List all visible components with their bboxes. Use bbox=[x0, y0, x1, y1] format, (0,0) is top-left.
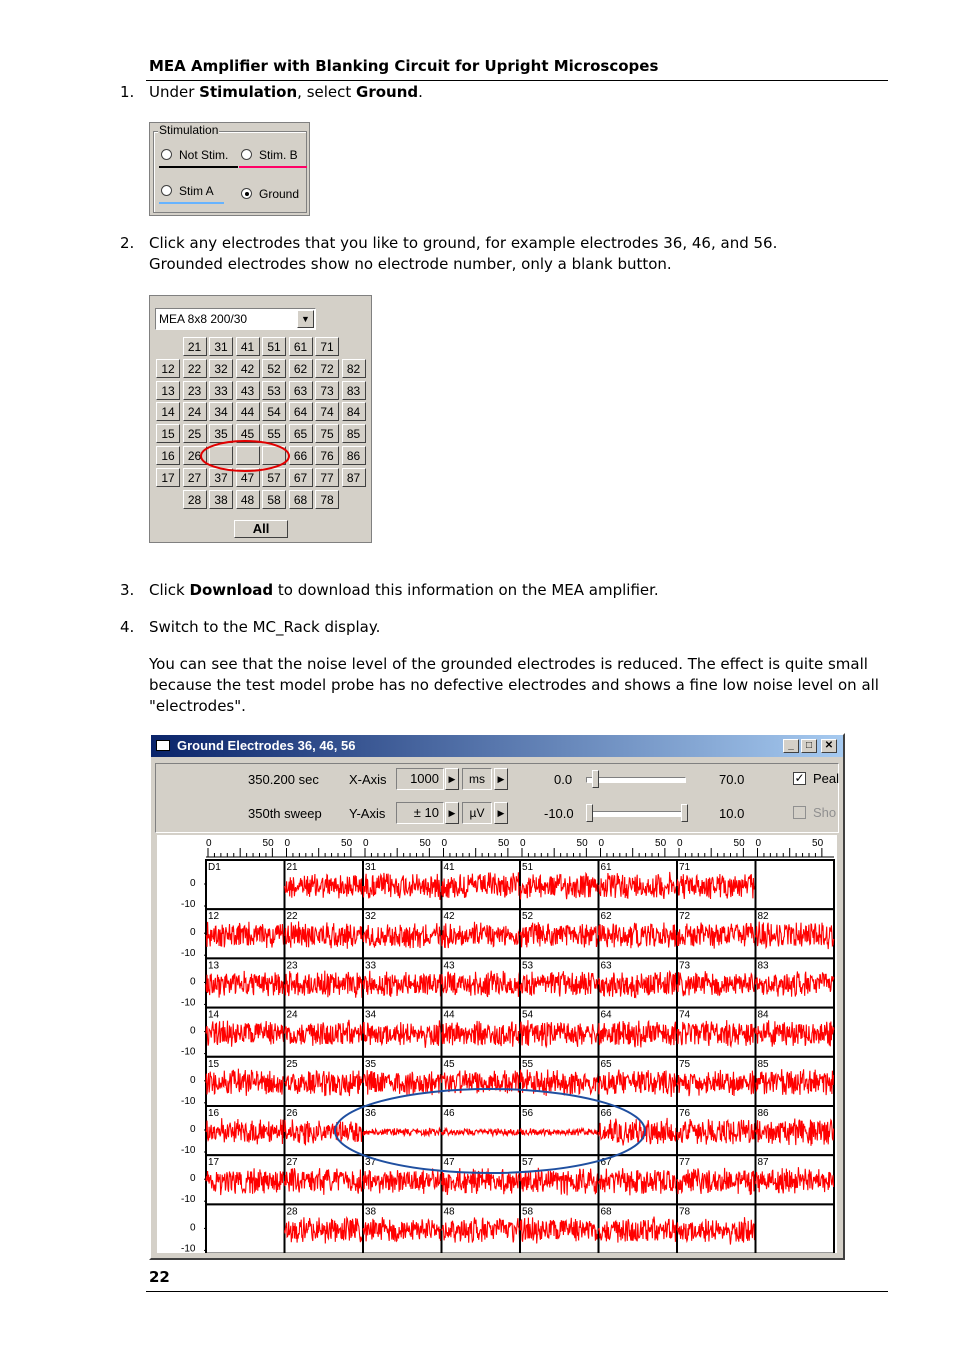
x-tick-label: 50 bbox=[812, 838, 824, 849]
y-tick-label: -10 bbox=[181, 1243, 196, 1253]
electrode-label: 21 bbox=[286, 862, 298, 873]
electrode-label: 17 bbox=[208, 1157, 220, 1169]
y-tick-label: 0 bbox=[190, 1222, 196, 1234]
electrode-label: 85 bbox=[757, 1058, 769, 1070]
electrode-label: 83 bbox=[757, 960, 769, 972]
sweep-readout: 350th sweep bbox=[248, 806, 322, 821]
electrode-label: 77 bbox=[679, 1157, 691, 1169]
electrode-button[interactable]: 61 bbox=[289, 337, 313, 356]
electrode-label: 55 bbox=[522, 1058, 534, 1070]
electrode-button[interactable]: 44 bbox=[236, 402, 260, 421]
window-title: Ground Electrodes 36, 46, 56 bbox=[177, 738, 356, 753]
step-2-line-1: Click any electrodes that you like to ground, for example electrodes 36, 46, and 56. bbox=[149, 234, 778, 252]
x-tick-label: 0 bbox=[441, 838, 448, 849]
y-tick-label: 0 bbox=[190, 976, 196, 988]
electrode-label: 82 bbox=[757, 911, 769, 923]
x-axis-ticks bbox=[599, 848, 678, 857]
y-range-slider-thumb-min[interactable] bbox=[586, 804, 593, 822]
electrode-button[interactable]: 47 bbox=[236, 468, 260, 487]
electrode-label: 44 bbox=[443, 1009, 455, 1021]
y-tick-label: -10 bbox=[181, 1194, 196, 1206]
step-1-pre: Under bbox=[149, 83, 200, 101]
step-1-bold-stimulation: Stimulation bbox=[199, 83, 298, 101]
electrode-button[interactable]: 84 bbox=[342, 402, 366, 421]
electrode-label: 46 bbox=[443, 1108, 455, 1119]
x-axis-unit-field[interactable]: ms bbox=[462, 768, 492, 790]
window-icon bbox=[156, 740, 170, 751]
slider-2-min: -10.0 bbox=[544, 806, 574, 821]
y-axis-value-arrow-icon[interactable]: ▶ bbox=[445, 802, 459, 824]
electrode-button[interactable]: 31 bbox=[209, 337, 233, 356]
electrode-label: 33 bbox=[365, 960, 377, 972]
display-controls bbox=[155, 763, 839, 833]
electrode-channel[interactable] bbox=[206, 1204, 285, 1253]
show-checkbox-label: Sho bbox=[813, 805, 837, 820]
electrode-label: 14 bbox=[208, 1009, 220, 1021]
step-2-number: 2. bbox=[120, 234, 135, 252]
page-number: 22 bbox=[149, 1268, 170, 1286]
y-tick-label: 0 bbox=[190, 878, 196, 889]
y-tick-label: 0 bbox=[190, 1074, 196, 1086]
x-offset-slider-track[interactable] bbox=[586, 777, 686, 783]
electrode-button[interactable]: 75 bbox=[315, 424, 339, 443]
electrode-button[interactable]: 24 bbox=[183, 402, 207, 421]
x-tick-label: 50 bbox=[341, 838, 353, 849]
radio-not-stim[interactable] bbox=[161, 149, 172, 160]
electrode-label: 12 bbox=[208, 911, 220, 923]
peak-checkbox[interactable]: ✓ bbox=[794, 771, 805, 785]
mea-layout-panel bbox=[149, 295, 372, 543]
x-axis-unit-arrow-icon[interactable]: ▶ bbox=[494, 768, 508, 790]
electrode-button[interactable]: 85 bbox=[342, 424, 366, 443]
electrode-label: 67 bbox=[600, 1157, 612, 1169]
electrode-label: 45 bbox=[443, 1058, 455, 1070]
minimize-icon[interactable]: _ bbox=[783, 739, 799, 753]
step-3-post: to download this information on the MEA amplifier. bbox=[273, 581, 659, 599]
electrode-label: 38 bbox=[365, 1206, 377, 1218]
slider-1-min: 0.0 bbox=[554, 772, 573, 787]
x-tick-label: 50 bbox=[262, 838, 274, 849]
electrode-label: 27 bbox=[286, 1157, 298, 1169]
electrode-label: 35 bbox=[365, 1058, 377, 1070]
not-stim-underline bbox=[159, 166, 238, 168]
electrode-label: 54 bbox=[522, 1009, 534, 1021]
step-4-number: 4. bbox=[120, 618, 135, 636]
electrode-button[interactable]: 43 bbox=[236, 381, 260, 400]
y-tick-label: -10 bbox=[181, 1046, 196, 1058]
electrode-label: 13 bbox=[208, 960, 220, 972]
electrode-label: 87 bbox=[757, 1157, 769, 1169]
electrode-label: 76 bbox=[679, 1108, 691, 1119]
x-tick-label: 0 bbox=[284, 838, 291, 849]
mea-type-dropdown-value: MEA 8x8 200/30 bbox=[159, 312, 248, 326]
step-4-para-3: "electrodes". bbox=[149, 697, 246, 715]
x-offset-slider-thumb[interactable] bbox=[592, 770, 599, 788]
step-1-number: 1. bbox=[120, 83, 135, 101]
step-3-number: 3. bbox=[120, 581, 135, 599]
step-1-bold-ground: Ground bbox=[356, 83, 419, 101]
electrode-button[interactable]: 51 bbox=[262, 337, 286, 356]
electrode-label: 74 bbox=[679, 1009, 691, 1021]
electrode-button[interactable]: 16 bbox=[156, 446, 180, 465]
electrode-button[interactable]: 87 bbox=[342, 468, 366, 487]
x-axis-ticks bbox=[520, 848, 599, 857]
document-header-title: MEA Amplifier with Blanking Circuit for Upright Microscopes bbox=[149, 57, 659, 75]
y-axis-value-field[interactable]: ± 10 bbox=[396, 802, 444, 824]
y-tick-label: -10 bbox=[181, 899, 196, 910]
radio-not-stim-label: Not Stim. bbox=[179, 148, 229, 162]
electrode-label: 48 bbox=[443, 1206, 455, 1218]
y-tick-label: -10 bbox=[181, 1145, 196, 1156]
electrode-label: 23 bbox=[286, 960, 298, 972]
electrode-label: 36 bbox=[365, 1108, 377, 1119]
electrode-button[interactable]: 45 bbox=[236, 424, 260, 443]
radio-stim-b-label: Stim. B bbox=[259, 148, 298, 162]
mea-type-dropdown[interactable] bbox=[155, 308, 316, 330]
electrode-button[interactable]: 67 bbox=[289, 468, 313, 487]
electrode-label: 64 bbox=[600, 1009, 612, 1021]
electrode-label: 31 bbox=[365, 862, 377, 873]
slider-2-max: 10.0 bbox=[719, 806, 745, 821]
electrode-label: 61 bbox=[600, 862, 612, 873]
step-3-bold-download: Download bbox=[189, 581, 274, 599]
step-1-text bbox=[149, 82, 879, 103]
radio-stim-a[interactable] bbox=[161, 185, 172, 196]
x-tick-label: 50 bbox=[419, 838, 431, 849]
electrode-button[interactable]: 41 bbox=[236, 337, 260, 356]
electrode-label: 25 bbox=[286, 1058, 298, 1070]
step-4-para-2: because the test model probe has no defective electrodes and shows a fine low noise level on all bbox=[149, 676, 879, 694]
time-readout: 350.200 sec bbox=[248, 772, 319, 787]
electrode-button[interactable]: 27 bbox=[183, 468, 207, 487]
electrode-button[interactable]: 26 bbox=[183, 446, 207, 465]
maximize-icon[interactable]: □ bbox=[801, 739, 817, 753]
electrode-label: 34 bbox=[365, 1009, 377, 1021]
y-tick-label: 0 bbox=[190, 1173, 196, 1185]
x-tick-label: 0 bbox=[598, 838, 605, 849]
step-4-para-1: You can see that the noise level of the grounded electrodes is reduced. The effect is quite small bbox=[149, 655, 868, 673]
footer-rule bbox=[146, 1291, 888, 1292]
electrode-label: 47 bbox=[443, 1157, 455, 1169]
electrode-button[interactable]: 66 bbox=[289, 446, 313, 465]
y-axis-label: Y-Axis bbox=[349, 806, 386, 821]
electrode-button[interactable]: 76 bbox=[315, 446, 339, 465]
electrode-label: 43 bbox=[443, 960, 455, 972]
x-tick-label: 0 bbox=[520, 838, 526, 849]
show-checkbox[interactable] bbox=[793, 806, 806, 819]
x-tick-label: 50 bbox=[576, 838, 588, 849]
slider-1-max: 70.0 bbox=[719, 772, 745, 787]
electrode-button[interactable]: 22 bbox=[183, 359, 207, 378]
electrode-label: 73 bbox=[679, 960, 691, 972]
chevron-down-icon[interactable]: ▼ bbox=[297, 310, 314, 328]
x-axis-ticks bbox=[677, 848, 756, 857]
electrode-label: 15 bbox=[208, 1058, 220, 1070]
electrode-button[interactable]: 72 bbox=[315, 359, 339, 378]
electrode-label: 26 bbox=[286, 1108, 298, 1119]
electrode-button[interactable]: 57 bbox=[262, 468, 286, 487]
electrode-label: 78 bbox=[679, 1206, 691, 1218]
x-axis-ticks bbox=[363, 848, 442, 857]
electrode-button[interactable]: 68 bbox=[289, 490, 313, 509]
stim-a-underline bbox=[159, 202, 224, 204]
electrode-button[interactable]: 37 bbox=[209, 468, 233, 487]
mc-rack-window bbox=[149, 733, 845, 1260]
radio-stim-a-label: Stim A bbox=[179, 184, 214, 198]
y-axis-unit-field[interactable]: µV bbox=[462, 802, 492, 824]
step-2-line-2: Grounded electrodes show no electrode number, only a blank button. bbox=[149, 255, 672, 273]
electrode-button[interactable]: 34 bbox=[209, 402, 233, 421]
x-axis-value-field[interactable]: 1000 bbox=[396, 768, 444, 790]
electrode-button[interactable]: 15 bbox=[156, 424, 180, 443]
electrode-button[interactable]: 13 bbox=[156, 381, 180, 400]
electrode-button[interactable]: 23 bbox=[183, 381, 207, 400]
y-tick-label: -10 bbox=[181, 997, 196, 1009]
electrode-button[interactable]: 48 bbox=[236, 490, 260, 509]
x-axis-ticks bbox=[206, 848, 285, 857]
x-axis-label: X-Axis bbox=[349, 772, 387, 787]
x-tick-label: 50 bbox=[733, 838, 745, 849]
step-4-line: Switch to the MC_Rack display. bbox=[149, 618, 381, 636]
y-tick-label: -10 bbox=[181, 948, 196, 960]
close-icon[interactable]: ✕ bbox=[821, 739, 837, 753]
electrode-button[interactable]: 63 bbox=[289, 381, 313, 400]
electrode-button[interactable]: 42 bbox=[236, 359, 260, 378]
electrode-button[interactable]: 77 bbox=[315, 468, 339, 487]
peak-checkbox-label: Peal bbox=[813, 771, 840, 786]
stimulation-panel bbox=[149, 122, 310, 216]
electrode-button[interactable]: 58 bbox=[262, 490, 286, 509]
radio-ground[interactable] bbox=[241, 188, 252, 199]
electrode-button[interactable]: 32 bbox=[209, 359, 233, 378]
electrode-button[interactable]: 35 bbox=[209, 424, 233, 443]
electrode-button[interactable]: 54 bbox=[262, 402, 286, 421]
electrode-button[interactable]: 78 bbox=[315, 490, 339, 509]
electrode-button[interactable]: 14 bbox=[156, 402, 180, 421]
electrode-label: 42 bbox=[443, 911, 455, 923]
electrode-button[interactable]: 65 bbox=[289, 424, 313, 443]
electrode-label: 24 bbox=[286, 1009, 298, 1021]
electrode-button[interactable]: 12 bbox=[156, 359, 180, 378]
electrode-button[interactable]: 73 bbox=[315, 381, 339, 400]
y-tick-label: 0 bbox=[190, 1124, 196, 1135]
electrode-button[interactable]: 25 bbox=[183, 424, 207, 443]
electrode-label: D1 bbox=[208, 862, 221, 873]
header-rule bbox=[146, 80, 888, 81]
y-range-slider-track[interactable] bbox=[586, 811, 686, 817]
electrode-label: 58 bbox=[522, 1206, 534, 1218]
electrode-label: 72 bbox=[679, 911, 691, 923]
electrode-button[interactable]: 62 bbox=[289, 359, 313, 378]
electrode-plot-area bbox=[157, 835, 837, 1253]
x-axis-value-arrow-icon[interactable]: ▶ bbox=[445, 768, 459, 790]
stimulation-group-label: Stimulation bbox=[159, 123, 219, 137]
x-tick-label: 0 bbox=[677, 838, 683, 849]
electrode-label: 75 bbox=[679, 1058, 691, 1070]
electrode-label: 16 bbox=[208, 1108, 220, 1119]
electrode-button[interactable]: 38 bbox=[209, 490, 233, 509]
y-axis-unit-arrow-icon[interactable]: ▶ bbox=[494, 802, 508, 824]
electrode-label: 41 bbox=[443, 862, 455, 873]
electrode-label: 86 bbox=[757, 1108, 769, 1119]
y-range-slider-thumb-max[interactable] bbox=[681, 804, 688, 822]
x-axis-ticks bbox=[442, 848, 521, 857]
mc-rack-titlebar bbox=[151, 735, 843, 757]
x-tick-label: 0 bbox=[206, 838, 212, 849]
electrode-label: 66 bbox=[600, 1108, 612, 1119]
electrode-label: 51 bbox=[522, 862, 534, 873]
step-3-text bbox=[149, 580, 879, 601]
select-all-button[interactable]: All bbox=[234, 520, 288, 538]
x-tick-label: 50 bbox=[498, 838, 510, 849]
electrode-label: 32 bbox=[365, 911, 377, 923]
x-tick-label: 50 bbox=[655, 838, 667, 849]
step-3-pre: Click bbox=[149, 581, 190, 599]
electrode-button[interactable]: 33 bbox=[209, 381, 233, 400]
electrode-label: 84 bbox=[757, 1009, 769, 1021]
electrode-channel[interactable] bbox=[756, 1204, 835, 1253]
electrode-label: 63 bbox=[600, 960, 612, 972]
electrode-label: 65 bbox=[600, 1058, 612, 1070]
electrode-button[interactable]: 53 bbox=[262, 381, 286, 400]
electrode-label: 71 bbox=[679, 862, 691, 873]
x-tick-label: 0 bbox=[363, 838, 369, 849]
electrode-button[interactable]: 21 bbox=[183, 337, 207, 356]
electrode-label: 62 bbox=[600, 911, 612, 923]
x-tick-label: 0 bbox=[755, 838, 762, 849]
electrode-label: 68 bbox=[600, 1206, 612, 1218]
grounded-electrodes-highlight bbox=[198, 436, 298, 476]
electrode-button[interactable]: 64 bbox=[289, 402, 313, 421]
electrode-channel[interactable] bbox=[756, 860, 835, 909]
electrode-label: 22 bbox=[286, 911, 298, 923]
electrode-traces-svg bbox=[157, 835, 837, 1253]
electrode-button[interactable]: 82 bbox=[342, 359, 366, 378]
electrode-label: 52 bbox=[522, 911, 534, 923]
electrode-button[interactable]: 83 bbox=[342, 381, 366, 400]
electrode-button[interactable]: 86 bbox=[342, 446, 366, 465]
electrode-button[interactable]: 28 bbox=[183, 490, 207, 509]
y-tick-label: -10 bbox=[181, 1095, 196, 1107]
y-tick-label: 0 bbox=[190, 1025, 196, 1037]
radio-stim-b[interactable] bbox=[241, 149, 252, 160]
electrode-button[interactable]: 71 bbox=[315, 337, 339, 356]
radio-ground-label: Ground bbox=[259, 187, 300, 201]
step-1-post: . bbox=[418, 83, 423, 101]
electrode-label: 37 bbox=[365, 1157, 377, 1169]
step-1-mid: , select bbox=[297, 83, 357, 101]
y-tick-label: 0 bbox=[190, 927, 196, 939]
electrode-button[interactable]: 17 bbox=[156, 468, 180, 487]
x-axis-ticks bbox=[285, 848, 364, 857]
x-axis-ticks bbox=[756, 848, 835, 857]
stim-b-underline bbox=[239, 166, 307, 168]
electrode-label: 57 bbox=[522, 1157, 534, 1169]
electrode-button[interactable]: 74 bbox=[315, 402, 339, 421]
electrode-button[interactable]: 55 bbox=[262, 424, 286, 443]
electrode-label: 28 bbox=[286, 1206, 298, 1218]
electrode-button[interactable]: 52 bbox=[262, 359, 286, 378]
electrode-label: 53 bbox=[522, 960, 534, 972]
electrode-label: 56 bbox=[522, 1108, 534, 1119]
